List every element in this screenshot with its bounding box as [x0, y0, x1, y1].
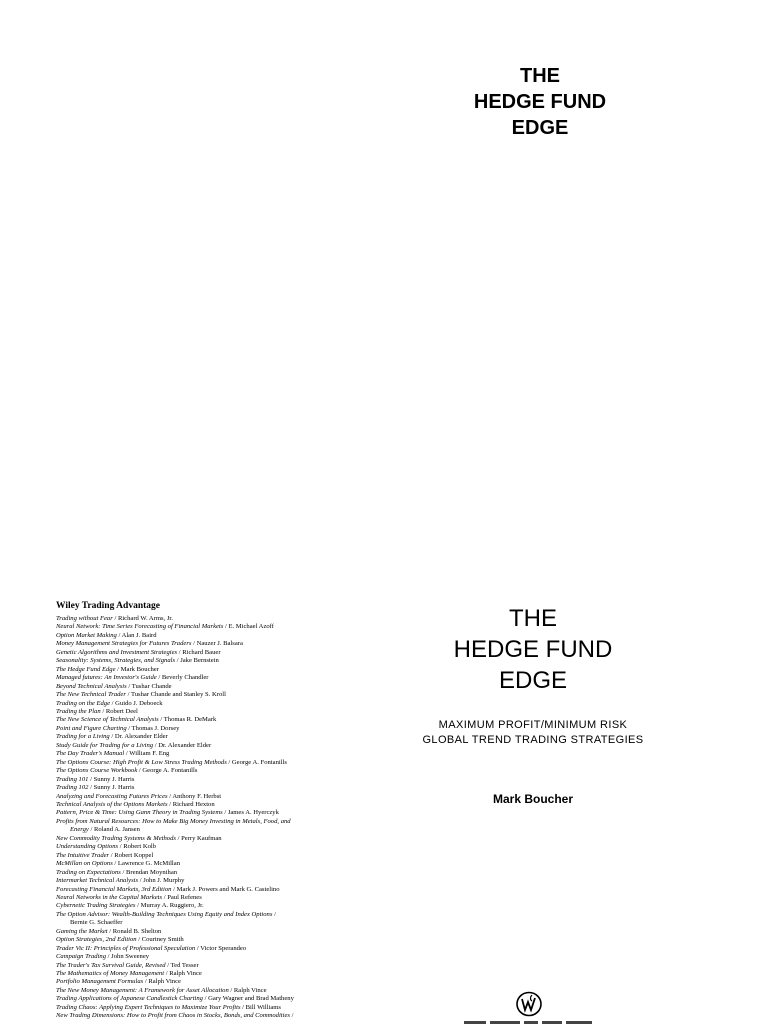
series-entry-author: Sunny J. Harris [93, 775, 135, 783]
series-entry-title: Study Guide for Trading for a Living [56, 741, 154, 749]
series-entry: The Day Trader's Manual / William F. Eng [56, 750, 170, 758]
series-entry-title: Option Market Making [56, 631, 117, 639]
series-entry-author: Richard Bauer [182, 648, 221, 656]
series-entry-author: Thomas R. DeMark [163, 716, 217, 724]
series-entry-title: Bernie G. Schaeffer [70, 919, 123, 927]
series-entry-title: The New Technical Trader [56, 691, 126, 699]
series-entry-author: Murray A. Ruggiero, Jr. [140, 902, 204, 910]
series-entry: Trader Vic II: Principles of Professional Speculation / Victor Sperandeo [56, 944, 247, 952]
half-title [432, 63, 648, 141]
series-entry: Money Management Strategies for Futures Traders / Nauzer J. Balsara [56, 640, 243, 648]
series-entry-author: Robert Kolb [123, 843, 157, 851]
series-entry-title: Trading 101 [56, 775, 89, 783]
series-entry-author: Robert Deel [105, 707, 138, 715]
series-entry-author: Victor Sperandeo [200, 944, 247, 952]
series-entry: Point and Figure Charting / Thomas J. Dorsey [56, 724, 180, 732]
series-entry-title: The Options Course Workbook [56, 767, 138, 775]
series-entry-author: Mark Boucher [120, 665, 159, 673]
series-entry-title: The Day Trader's Manual [56, 750, 125, 758]
series-entry: New Commodity Trading Systems & Methods / Perry Kaufman [56, 834, 222, 842]
series-entry-title: Trading on the Edge [56, 699, 111, 707]
series-entry [56, 919, 386, 927]
series-entry: Managed futures: An Investor's Guide / Beverly Chandler [56, 674, 209, 682]
series-entry-author: Tushar Chande [131, 682, 172, 690]
book-title-line-3: EDGE [498, 667, 567, 694]
series-entry-author: Roland A. Jansen [93, 826, 140, 834]
series-entry-title: Forecasting Financial Markets, 3rd Edition [56, 885, 172, 893]
series-entry: Neural Network: Time Series Forecasting of Financial Markets / E. Michael Azoff [56, 623, 274, 631]
series-entry-title: Option Strategies, 2nd Edition [56, 936, 137, 944]
half-title-line-1: THE [520, 65, 560, 87]
series-entry: Cybernetic Trading Strategies / Murray A. Ruggiero, Jr. [56, 902, 204, 910]
series-entry: Technical Analysis of the Options Markets / Richard Hexton [56, 800, 215, 808]
series-entry-author: Courtney Smith [141, 936, 184, 944]
series-entry-author: Robert Koppel [114, 851, 154, 859]
series-entry-title: New Commodity Trading Systems & Methods [56, 834, 176, 842]
series-entry-title: Trading 102 [56, 784, 89, 792]
series-entry-author: Sunny J. Harris [93, 784, 135, 792]
series-entry: The Options Course Workbook / George A. Fontanills [56, 767, 198, 775]
book-subtitle-line-2: GLOBAL TREND TRADING STRATEGIES [422, 734, 644, 746]
series-entry-title: Genetic Algorithms and Investment Strategies [56, 648, 178, 656]
series-entry-title: McMillan on Options [56, 860, 113, 868]
series-entry-title: Trading Chaos: Applying Expert Techniques to Maximize Your Profits [56, 1003, 241, 1011]
series-entry-title: Trading for a Living [56, 733, 110, 741]
series-entry-author: Nauzer J. Balsara [196, 640, 243, 648]
series-list [56, 600, 386, 1021]
series-entry: The New Money Management: A Framework for Asset Allocation / Ralph Vince [56, 986, 267, 994]
series-entry-title: Trading Applications of Japanese Candlestick Charting [56, 995, 203, 1003]
series-entry: The Options Course: High Profit & Low Stress Trading Methods / George A. Fontanills [56, 758, 287, 766]
series-entry: The Hedge Fund Edge / Mark Boucher [56, 665, 159, 673]
series-entry-title: Beyond Technical Analysis [56, 682, 127, 690]
series-entry-author: Ralph Vince [233, 986, 267, 994]
series-entry-author: John J. Murphy [143, 877, 185, 885]
series-entry-title: Gaming the Market [56, 927, 108, 935]
series-entry-author: Ronald B. Shelton [112, 927, 162, 935]
series-entry-author: James A. Hyerczyk [227, 809, 279, 817]
series-entry: Trading on Expectations / Brendan Moynihan [56, 868, 178, 876]
series-entry-title: Intermarket Technical Analysis [56, 877, 139, 885]
series-entry-title: The Option Advisor: Wealth-Building Techniques Using Equity and Index Options [56, 910, 273, 918]
series-entry: Pattern, Price & Time: Using Gann Theory in Trading Systems / James A. Hyerczyk [56, 809, 279, 817]
series-entry-title: Seasonality: Systems, Strategies, and Signals [56, 657, 176, 665]
series-entry: Genetic Algorithms and Investment Strategies / Richard Bauer [56, 648, 221, 656]
title-page [410, 603, 656, 806]
series-entry-author: William F. Eng [129, 750, 170, 758]
half-title-line-3: EDGE [511, 117, 569, 139]
series-entry-title: Trading on Expectations [56, 868, 121, 876]
series-entry-author: George A. Fontanills [142, 767, 198, 775]
series-entry-title: The Mathematics of Money Management [56, 970, 165, 978]
series-entry: Gaming the Market / Ronald B. Shelton [56, 927, 162, 935]
series-entry-title: Energy [70, 826, 89, 834]
series-entry-title: Profits from Natural Resources: How to Make Big Money Investing in Metals, Food, and [56, 817, 291, 825]
series-entry: The Trader's Tax Survival Guide, Revised / Ted Tesser [56, 961, 199, 969]
series-entry-title: Technical Analysis of the Options Markets [56, 800, 168, 808]
publisher-name-strip [464, 1020, 592, 1024]
series-entry-title: Cybernetic Trading Strategies [56, 902, 136, 910]
series-entry-title: Trading without Fear [56, 615, 113, 622]
series-entry-author: Brendan Moynihan [125, 868, 178, 876]
series-entry-author: Ralph Vince [169, 970, 202, 978]
series-entry-author: Richard W. Arms, Jr. [117, 615, 173, 622]
series-entry-author: Guido J. Deboeck [115, 699, 163, 707]
series-entry: Analyzing and Forecasting Futures Prices / Anthony F. Herbst [56, 792, 222, 800]
series-entry: The New Technical Trader / Tushar Chande and Stanley S. Kroll [56, 691, 226, 699]
series-entry-title: Neural Networks in the Capital Markets [56, 893, 163, 901]
series-entry-author: Gary Wagner and Brad Matheny [208, 995, 294, 1003]
book-author: Mark Boucher [492, 792, 574, 806]
series-entry: New Trading Dimensions: How to Profit from Chaos in Stocks, Bonds, and Commodities / [56, 1012, 294, 1020]
series-entry: Option Strategies, 2nd Edition / Courtney Smith [56, 936, 184, 944]
series-entry-title: The New Science of Technical Analysis [56, 716, 159, 724]
series-entry-author: Beverly Chandler [161, 674, 209, 682]
series-entry-author: Ted Tesser [170, 961, 199, 969]
series-entry-title: The New Money Management: A Framework for Asset Allocation [56, 986, 229, 994]
series-entry-author: John Sweeney [111, 953, 150, 961]
series-entry-author: Dr. Alexander Elder [114, 733, 168, 741]
series-entry-title: Money Management Strategies for Futures Traders [56, 640, 192, 648]
series-entry-title: The Intuitive Trader [56, 851, 110, 859]
series-entry-title: Portfolio Management Formulas [56, 978, 144, 986]
series-entry: Beyond Technical Analysis / Tushar Chande [56, 682, 172, 690]
series-entry: Energy / Roland A. Jansen [70, 826, 140, 834]
series-entry-author: Tushar Chande and Stanley S. Kroll [130, 691, 226, 699]
series-entry-author: George A. Fontanills [231, 758, 287, 766]
series-entry-title: Pattern, Price & Time: Using Gann Theory in Trading Systems [56, 809, 223, 817]
series-entry-author: Paul Refenes [167, 893, 202, 901]
series-entry: Neural Networks in the Capital Markets / Paul Refenes [56, 893, 202, 901]
series-entry-title: Understanding Options [56, 843, 119, 851]
series-entry-title: New Trading Dimensions: How to Profit from Chaos in Stocks, Bonds, and Commodities [56, 1012, 290, 1020]
half-title-line-2: HEDGE FUND [473, 91, 607, 113]
series-entry: Forecasting Financial Markets, 3rd Edition / Mark J. Powers and Mark G. Castelino [56, 885, 280, 893]
series-entry-author: Perry Kaufman [181, 834, 222, 842]
series-entry-title: Analyzing and Forecasting Futures Prices [56, 792, 168, 800]
series-entry: The New Science of Technical Analysis / Thomas R. DeMark [56, 716, 217, 724]
book-title-line-2: HEDGE FUND [453, 636, 613, 663]
series-entry-title: Point and Figure Charting [56, 724, 127, 732]
series-entry-author: Thomas J. Dorsey [131, 724, 180, 732]
series-entry: The Option Advisor: Wealth-Building Techniques Using Equity and Index Options / [56, 910, 276, 918]
series-entry-author: Ralph Vince [148, 978, 181, 986]
series-entry-title: Neural Network: Time Series Forecasting of Financial Markets [56, 623, 224, 631]
book-subtitle-line-1: MAXIMUM PROFIT/MINIMUM RISK [438, 719, 628, 731]
series-entries [56, 615, 386, 1021]
wiley-publisher-logo-icon [515, 991, 543, 1017]
book-title-line-1: THE [509, 605, 557, 632]
series-entry: The Mathematics of Money Management / Ralph Vince [56, 970, 202, 978]
series-entry: Campaign Trading / John Sweeney [56, 953, 150, 961]
book-title [410, 603, 656, 696]
series-entry [56, 818, 386, 826]
series-entry-title: The Options Course: High Profit & Low Stress Trading Methods [56, 758, 227, 766]
series-entry: McMillan on Options / Lawrence G. McMillan [56, 860, 180, 868]
series-entry: Study Guide for Trading for a Living / Dr. Alexander Elder [56, 741, 212, 749]
series-entry-title: The Hedge Fund Edge [56, 665, 116, 673]
series-heading: Wiley Trading Advantage [56, 601, 160, 611]
series-entry: Portfolio Management Formulas / Ralph Vince [56, 978, 181, 986]
series-entry-author: Richard Hexton [172, 800, 215, 808]
series-entry: Trading Chaos: Applying Expert Techniques to Maximize Your Profits / Bill Williams [56, 1003, 281, 1011]
series-entry: Trading without Fear / Richard W. Arms, Jr. [56, 615, 173, 622]
series-entry: Trading for a Living / Dr. Alexander Elder [56, 733, 168, 741]
series-entry-title: Trader Vic II: Principles of Professional Speculation [56, 944, 196, 952]
series-entry: Trading the Plan / Robert Deel [56, 707, 138, 715]
series-entry-author: Jake Bernstein [180, 657, 219, 665]
series-entry: Trading 102 / Sunny J. Harris [56, 784, 135, 792]
series-entry-author: Lawrence G. McMillan [117, 860, 180, 868]
series-entry-title: Managed futures: An Investor's Guide [56, 674, 157, 682]
series-entry: Understanding Options / Robert Kolb [56, 843, 157, 851]
series-entry-author: Mark J. Powers and Mark G. Castelino [176, 885, 280, 893]
series-entry-author: E. Michael Azoff [228, 623, 274, 631]
series-entry-title: The Trader's Tax Survival Guide, Revised [56, 961, 166, 969]
series-entry: The Intuitive Trader / Robert Koppel [56, 851, 154, 859]
series-entry: Intermarket Technical Analysis / John J. Murphy [56, 877, 185, 885]
series-entry-author: Anthony F. Herbst [172, 792, 222, 800]
series-entry: Trading on the Edge / Guido J. Deboeck [56, 699, 163, 707]
series-entry-title: Trading the Plan [56, 707, 101, 715]
series-entry: Seasonality: Systems, Strategies, and Signals / Jake Bernstein [56, 657, 219, 665]
book-subtitle [410, 718, 656, 748]
series-entry-author: Bill Williams [245, 1003, 281, 1011]
series-entry: Option Market Making / Alan J. Baird [56, 631, 157, 639]
series-entry-author: Dr. Alexander Elder [158, 741, 212, 749]
series-entry-title: Campaign Trading [56, 953, 107, 961]
series-entry-author: Alan J. Baird [121, 631, 157, 639]
series-entry: Trading 101 / Sunny J. Harris [56, 775, 135, 783]
series-entry: Trading Applications of Japanese Candlestick Charting / Gary Wagner and Brad Matheny [56, 995, 294, 1003]
